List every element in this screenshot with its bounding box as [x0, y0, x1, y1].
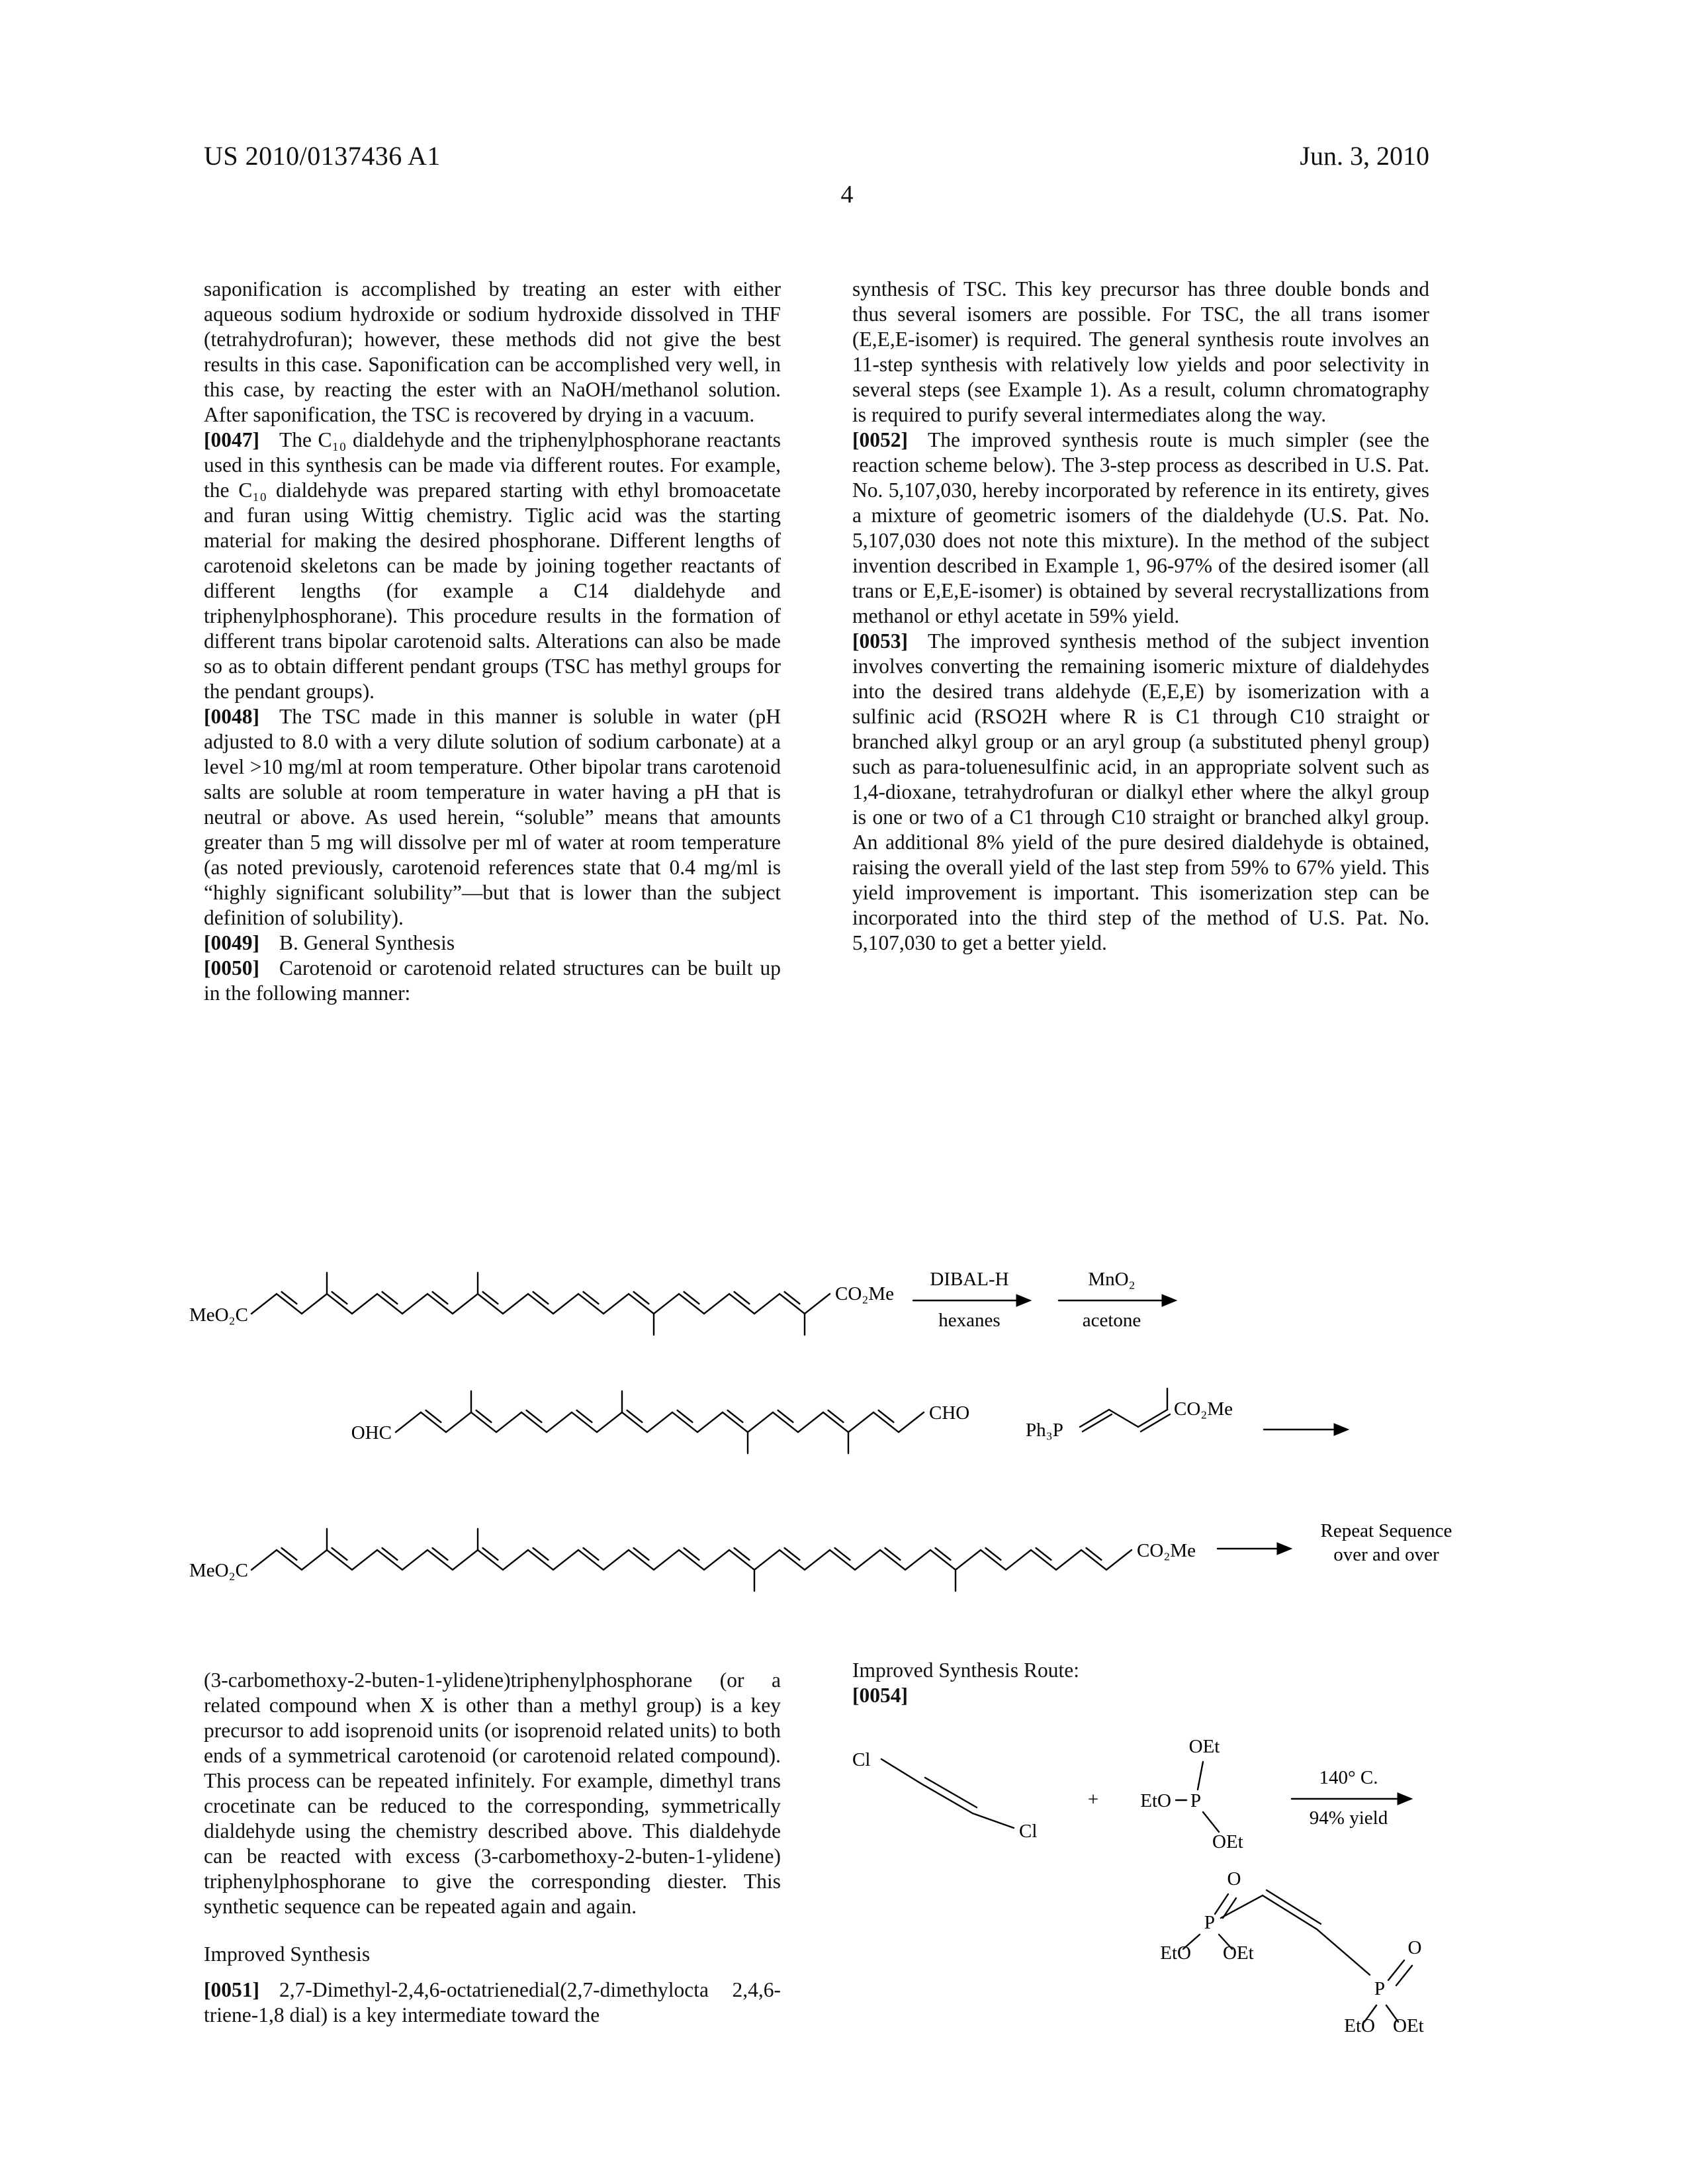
arrowhead-icon: [1334, 1424, 1349, 1435]
ester-label: CO₂Me: [835, 1283, 895, 1304]
aldehyde-label: CHO: [929, 1402, 970, 1424]
improved-route-heading: Improved Synthesis Route:: [852, 1659, 1079, 1682]
eto-label: EtO: [1344, 2015, 1375, 2036]
right-column-top: [852, 277, 1429, 956]
oet-label: OEt: [1188, 1736, 1220, 1757]
oxygen-label: O: [1407, 1937, 1422, 1958]
paragraph-tag: [0053]: [852, 629, 908, 653]
paragraph-0051: [0051] 2,7-Dimethyl-2,4,6-octatrienedial(2,7-dimethylocta 2,4,6-triene-1,8 dial) is a key intermediate toward the: [204, 1978, 781, 2026]
aldehyde-label: OHC: [351, 1422, 392, 1443]
eto-label: EtO: [1160, 1942, 1191, 1964]
ester-label: MeO₂C: [189, 1304, 248, 1326]
paragraph-tag: [0049]: [204, 931, 259, 954]
phosphorane-label: Ph₃P: [1026, 1420, 1063, 1441]
paragraph-0053: [0053] The improved synthesis method of the subject invention involves converting the remaining isomeric mixture of dialdehydes into the desired trans aldehyde (E,E,E) by isomerization with a sulfinic acid (RSO2H where R is C1 through C10 straight or branched alkyl group or an aryl group (a substituted phenyl group) such as para-toluenesulfinic acid, in an appropriate solvent such as 1,4-dioxane, tetrahydrofuran or dialkyl ether where the alkyl group is one or two of a C1 through C10 straight or branched alkyl group. An additional 8% yield of the pure desired dialdehyde is obtained, raising the overall yield of the last step from 59% to 67% yield. This yield improvement is important. This isomerization step can be incorporated into the third step of the method of U.S. Pat. No. 5,107,030 to get a better yield.: [852, 629, 1429, 954]
page-number: 4: [840, 181, 854, 208]
paragraph-tag: [0048]: [204, 705, 259, 728]
paragraph-0047: [0047] The C₁₀ dialdehyde and the triphenylphosphorane reactants used in this synthesis can be made via different routes. For example, the C₁₀ dialdehyde was prepared starting with ethyl bromoacetate and furan using Wittig chemistry. Tiglic acid was the starting material for making the desired phosphorane. Different lengths of carotenoid skeletons can be made by joining together reactants of different lengths (for example a C14 dialdehyde and triphenylphosphorane). This procedure results in the formation of different trans bipolar carotenoid salts. Alterations can also be made so as to obtain different pendant groups (TSC has methyl groups for the pendant groups).: [204, 428, 781, 703]
plus-sign: +: [1087, 1789, 1099, 1810]
solvent-label: acetone: [1082, 1310, 1141, 1331]
improved-synthesis-heading: Improved Synthesis: [204, 1942, 371, 1966]
paragraph-tag: [0050]: [204, 956, 259, 979]
ester-label: CO₂Me: [1137, 1540, 1196, 1561]
chlorine-label: Cl: [1019, 1821, 1038, 1842]
paragraph-0050: [0050] Carotenoid or carotenoid related structures can be built up in the following manner:: [204, 956, 781, 1005]
left-column-top: [204, 277, 781, 1006]
eto-label: EtO: [1140, 1790, 1171, 1811]
chlorine-label: Cl: [852, 1749, 871, 1770]
reagent-label: MnO₂: [1088, 1269, 1136, 1290]
reaction-arrow-dibal: [913, 1269, 1031, 1331]
ester-label: CO₂Me: [1174, 1398, 1233, 1420]
repeat-label: over and over: [1333, 1544, 1439, 1565]
patent-date: Jun. 3, 2010: [1300, 141, 1429, 171]
bisphosphonate-structure: [1160, 1868, 1423, 2036]
paragraph-tag-0054: [0054]: [852, 1684, 908, 1707]
arrowhead-icon: [1016, 1295, 1031, 1306]
phosphorus-label: P: [1374, 1978, 1386, 1999]
right-column-bottom: [852, 1658, 1429, 1708]
arrowhead-icon: [1277, 1543, 1292, 1555]
oxygen-label: O: [1227, 1868, 1241, 1889]
oet-label: OEt: [1212, 1831, 1243, 1852]
reaction-scheme-figure: [185, 1238, 1509, 1655]
yield-label: 94% yield: [1309, 1807, 1388, 1829]
reagent-label: DIBAL-H: [930, 1269, 1009, 1290]
phosphite-structure: [1140, 1736, 1243, 1852]
phosphorus-label: P: [1204, 1912, 1216, 1933]
paragraph-0048: [0048] The TSC made in this manner is soluble in water (pH adjusted to 8.0 with a very dilute solution of sodium carbonate) at a level >10 mg/ml at room temperature. Other bipolar trans carotenoid salts are soluble at room temperature in water having a pH that is neutral or above. As used herein, “soluble” means that amounts greater than 5 mg will dissolve per ml of water at room temperature (as noted previously, carotenoid references state that 0.4 mg/ml is “highly significant solubility”—but that is lower than the subject definition of solubility).: [204, 705, 781, 929]
phosphorus-label: P: [1190, 1790, 1202, 1811]
paragraph-continuation: saponification is accomplished by treating an ester with either aqueous sodium hydroxide or sodium hydroxide dissolved in THF (tetrahydrofuran); however, these methods did not give the best results in this case. Saponification can be accomplished very well, in this case, by reacting the ester with an NaOH/methanol solution. After saponification, the TSC is recovered by drying in a vacuum.: [204, 277, 781, 426]
temperature-label: 140° C.: [1319, 1767, 1378, 1788]
polyene-chain-2: [396, 1391, 924, 1453]
patent-number: US 2010/0137436 A1: [204, 141, 441, 171]
repeat-arrow: [1218, 1520, 1452, 1565]
repeat-label: Repeat Sequence: [1320, 1520, 1452, 1541]
arrowhead-icon: [1398, 1793, 1412, 1805]
polyene-chain-1: [251, 1273, 830, 1335]
oet-label: OEt: [1223, 1942, 1254, 1964]
dichlorobutene-structure: [852, 1749, 1037, 1842]
polyene-chain-3: [251, 1529, 1132, 1591]
paragraph-continuation: synthesis of TSC. This key precursor has three double bonds and thus several isomers are possible. For TSC, the all trans isomer (E,E,E-isomer) is required. The general synthesis route involves an 11-step synthesis with relatively low yields and poor selectivity in several steps (see Example 1). As a result, column chromatography is required to purify several intermediates along the way.: [852, 277, 1429, 426]
reaction-arrow-mno2: [1059, 1269, 1177, 1331]
left-column-bottom: [204, 1668, 781, 2028]
solvent-label: hexanes: [938, 1310, 1001, 1331]
paragraph-0049: [0049] B. General Synthesis: [204, 931, 455, 954]
paragraph-tag: [0047]: [204, 428, 259, 451]
phosphorane-reagent: [1026, 1388, 1349, 1441]
paragraph-tag: [0051]: [204, 1978, 259, 2001]
paragraph-tag: [0052]: [852, 428, 908, 451]
improved-synthesis-scheme: [847, 1721, 1509, 2184]
ester-label: MeO₂C: [189, 1560, 248, 1581]
paragraph-continuation: (3-carbomethoxy-2-buten-1-ylidene)triphenylphosphorane (or a related compound when X is other than a methyl group) is a key precursor to add isoprenoid units (or isoprenoid related units) to both ends of a symmetrical carotenoid (or carotenoid related compound). This process can be repeated infinitely. For example, dimethyl trans crocetinate can be reduced to the corresponding, symmetrically dialdehyde using the chemistry described above. This dialdehyde can be reacted with excess (3-carbomethoxy-2-buten-1-ylidene) triphenylphosphorane to give the corresponding diester. This synthetic sequence can be repeated again and again.: [204, 1668, 781, 1918]
paragraph-0052: [0052] The improved synthesis route is much simpler (see the reaction scheme below). The 3-step process as described in U.S. Pat. No. 5,107,030, hereby incorporated by reference in its entirety, gives a mixture of geometric isomers of the dialdehyde (U.S. Pat. No. 5,107,030 does not note this mixture). In the method of the subject invention described in Example 1, 96-97% of the desired isomer (all trans or E,E,E-isomer) is obtained by several recrystallizations from methanol or ethyl acetate in 59% yield.: [852, 428, 1429, 627]
conditions-arrow: [1292, 1767, 1412, 1829]
arrowhead-icon: [1162, 1295, 1177, 1306]
oet-label: OEt: [1393, 2015, 1424, 2036]
